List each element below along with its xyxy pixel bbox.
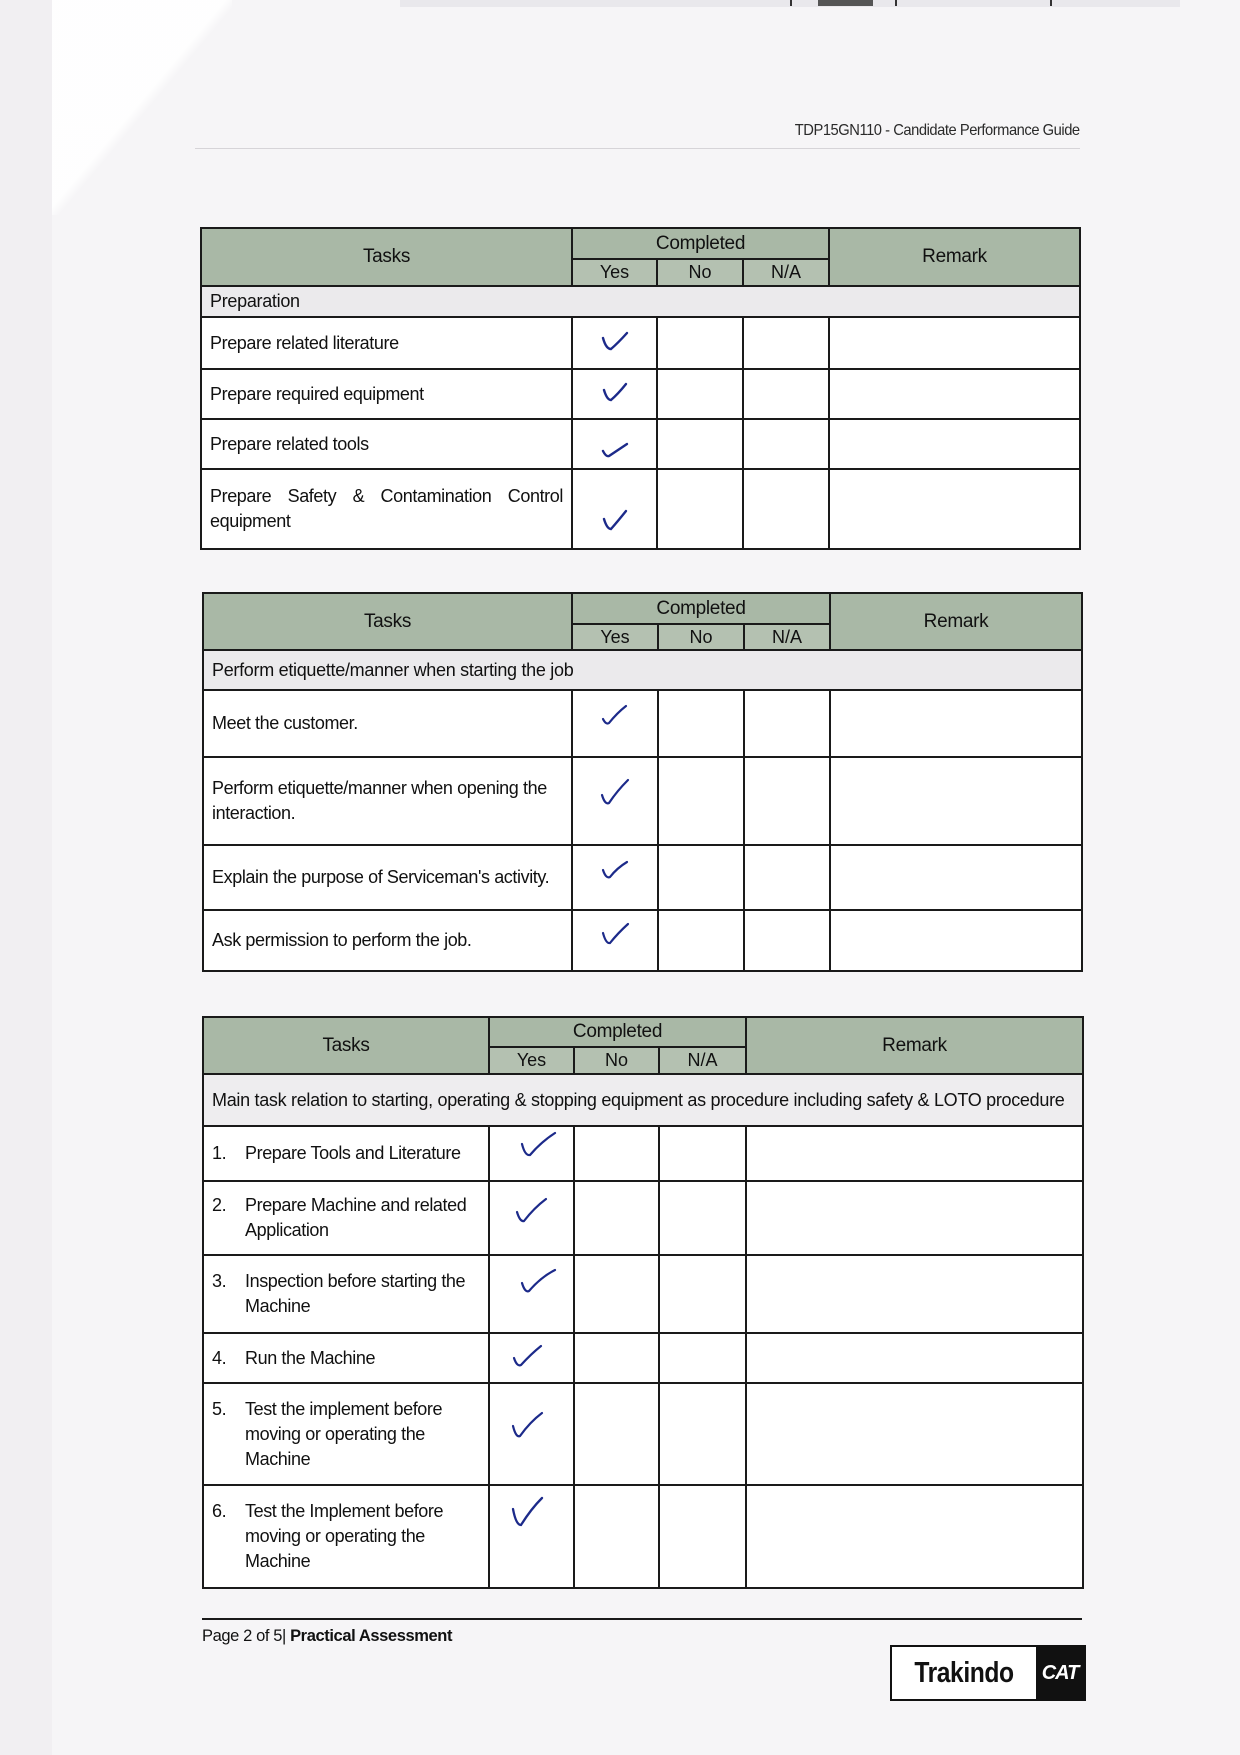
table-row: [203, 845, 1082, 910]
na-cell[interactable]: [744, 845, 830, 910]
task-number: 6.: [212, 1501, 227, 1521]
col-header-completed: Completed: [572, 593, 830, 624]
no-cell[interactable]: [658, 690, 744, 757]
col-header-tasks: Tasks: [201, 228, 572, 286]
col-header-completed: Completed: [572, 228, 829, 259]
table-row: [201, 369, 1080, 419]
footer-divider: [202, 1618, 1082, 1620]
yes-cell[interactable]: [489, 1383, 574, 1485]
yes-cell[interactable]: [489, 1485, 574, 1588]
col-header-na: N/A: [659, 1047, 746, 1074]
yes-cell[interactable]: [572, 419, 657, 469]
document-header: TDP15GN110 - Candidate Performance Guide: [795, 122, 1080, 139]
col-header-no: No: [574, 1047, 659, 1074]
na-cell[interactable]: [744, 757, 830, 845]
yes-cell[interactable]: [572, 757, 658, 845]
no-cell[interactable]: [657, 369, 743, 419]
na-cell[interactable]: [659, 1126, 746, 1181]
no-cell[interactable]: [657, 469, 743, 549]
checkmark-icon: [514, 1196, 550, 1224]
na-cell[interactable]: [659, 1255, 746, 1333]
remark-cell[interactable]: [830, 910, 1082, 971]
checkmark-icon: [599, 777, 631, 807]
checkmark-icon: [519, 1130, 559, 1158]
col-header-no: No: [658, 624, 744, 650]
no-cell[interactable]: [658, 845, 744, 910]
no-cell[interactable]: [574, 1333, 659, 1383]
remark-cell[interactable]: [746, 1485, 1083, 1588]
na-cell[interactable]: [659, 1333, 746, 1383]
checkmark-icon: [600, 703, 630, 727]
table-row: [203, 1181, 1083, 1255]
col-header-remark: Remark: [746, 1017, 1083, 1074]
col-header-remark: Remark: [830, 593, 1082, 650]
task-label: Run the Machine: [245, 1347, 376, 1368]
na-cell[interactable]: [659, 1181, 746, 1255]
logo-brand-text: Trakindo: [914, 1656, 1014, 1689]
na-cell[interactable]: [743, 469, 829, 549]
col-header-yes: Yes: [489, 1047, 574, 1074]
checkmark-icon: [600, 329, 630, 353]
remark-cell[interactable]: [746, 1255, 1083, 1333]
table-row: [201, 469, 1080, 549]
page-number: Page 2 of 5|: [202, 1627, 286, 1645]
cat-logo-icon: CAT: [1036, 1647, 1084, 1699]
no-cell[interactable]: [658, 757, 744, 845]
task-label: Inspection before starting the Machine: [245, 1271, 466, 1316]
na-cell[interactable]: [659, 1383, 746, 1485]
no-cell[interactable]: [574, 1485, 659, 1588]
table-row: [203, 690, 1082, 757]
task-label: Perform etiquette/manner when opening the interaction.: [203, 757, 572, 845]
task-label: Meet the customer.: [203, 690, 572, 757]
checkmark-icon: [519, 1267, 559, 1295]
task-label: Prepare Tools and Literature: [245, 1143, 461, 1163]
yes-cell[interactable]: [572, 369, 657, 419]
checkmark-icon: [510, 1495, 546, 1529]
na-cell[interactable]: [743, 419, 829, 469]
remark-cell[interactable]: [746, 1126, 1083, 1181]
checkmark-icon: [600, 380, 630, 404]
task-label: Explain the purpose of Serviceman's activity.: [203, 845, 572, 910]
no-cell[interactable]: [657, 317, 743, 369]
remark-cell[interactable]: [746, 1333, 1083, 1383]
col-header-completed: Completed: [489, 1017, 746, 1047]
col-header-yes: Yes: [572, 624, 658, 650]
na-cell[interactable]: [744, 910, 830, 971]
task-label: Test the Implement before moving or operating the Machine: [245, 1501, 444, 1571]
task-number: 5.: [212, 1398, 227, 1419]
remark-cell[interactable]: [829, 419, 1080, 469]
yes-cell[interactable]: [572, 690, 658, 757]
remark-cell[interactable]: [830, 757, 1082, 845]
remark-cell[interactable]: [829, 317, 1080, 369]
checkmark-icon: [510, 1410, 546, 1440]
checkmark-icon: [511, 1343, 545, 1369]
previous-page-edge: [400, 0, 1180, 7]
no-cell[interactable]: [574, 1181, 659, 1255]
yes-cell[interactable]: [489, 1181, 574, 1255]
table-row: [203, 1383, 1083, 1485]
page-fold: [52, 0, 232, 215]
remark-cell[interactable]: [830, 845, 1082, 910]
no-cell[interactable]: [574, 1255, 659, 1333]
task-label: Prepare related literature: [201, 317, 572, 369]
col-header-no: No: [657, 259, 743, 286]
section-title: Main task relation to starting, operating & stopping equipment as procedure including safety & LOTO procedure: [203, 1074, 1083, 1126]
checklist-table-etiquette: [202, 592, 1083, 972]
na-cell[interactable]: [743, 317, 829, 369]
header-divider: [195, 148, 1080, 149]
table-row: [203, 1333, 1083, 1383]
col-header-tasks: Tasks: [203, 1017, 489, 1074]
na-cell[interactable]: [659, 1485, 746, 1588]
table-row: [203, 1126, 1083, 1181]
checkmark-icon: [600, 507, 630, 533]
table-row: [201, 419, 1080, 469]
remark-cell[interactable]: [829, 469, 1080, 549]
yes-cell[interactable]: [489, 1255, 574, 1333]
no-cell[interactable]: [658, 910, 744, 971]
col-header-na: N/A: [743, 259, 829, 286]
task-number: 3.: [212, 1271, 227, 1291]
na-cell[interactable]: [743, 369, 829, 419]
task-label: Prepare related tools: [201, 419, 572, 469]
task-label: Prepare Machine and related Application: [245, 1195, 467, 1240]
yes-cell[interactable]: [572, 910, 658, 971]
yes-cell[interactable]: [489, 1126, 574, 1181]
checkmark-icon: [599, 921, 631, 947]
checklist-table-preparation: [200, 227, 1081, 550]
remark-cell[interactable]: [829, 369, 1080, 419]
remark-cell[interactable]: [830, 690, 1082, 757]
checkmark-icon: [600, 436, 630, 460]
no-cell[interactable]: [574, 1383, 659, 1485]
col-header-na: N/A: [744, 624, 830, 650]
col-header-remark: Remark: [829, 228, 1080, 286]
table-row: [203, 1485, 1083, 1588]
page-footer: [202, 1627, 452, 1646]
no-cell[interactable]: [574, 1126, 659, 1181]
task-number: 1.: [212, 1143, 227, 1163]
table-row: [203, 1255, 1083, 1333]
yes-cell[interactable]: [489, 1333, 574, 1383]
section-title: Preparation: [201, 286, 1080, 317]
task-label: Test the implement before moving or operating the Machine: [245, 1398, 443, 1469]
remark-cell[interactable]: [746, 1181, 1083, 1255]
col-header-yes: Yes: [572, 259, 657, 286]
no-cell[interactable]: [657, 419, 743, 469]
task-label: Prepare required equipment: [201, 369, 572, 419]
table-row: [201, 317, 1080, 369]
yes-cell[interactable]: [572, 469, 657, 549]
task-number: 2.: [212, 1195, 227, 1215]
checklist-table-main-task: [202, 1016, 1084, 1589]
yes-cell[interactable]: [572, 845, 658, 910]
remark-cell[interactable]: [746, 1383, 1083, 1485]
checkmark-icon: [600, 858, 630, 882]
na-cell[interactable]: [744, 690, 830, 757]
col-header-tasks: Tasks: [203, 593, 572, 650]
task-label: Ask permission to perform the job.: [203, 910, 572, 971]
footer-title: Practical Assessment: [290, 1627, 453, 1645]
task-number: 4.: [212, 1347, 227, 1368]
table-row: [203, 757, 1082, 845]
section-title: Perform etiquette/manner when starting the job: [203, 650, 1082, 690]
table-row: [203, 910, 1082, 971]
trakindo-cat-logo: [890, 1645, 1086, 1701]
yes-cell[interactable]: [572, 317, 657, 369]
task-label: Prepare Safety & Contamination Control equipment: [201, 469, 572, 549]
